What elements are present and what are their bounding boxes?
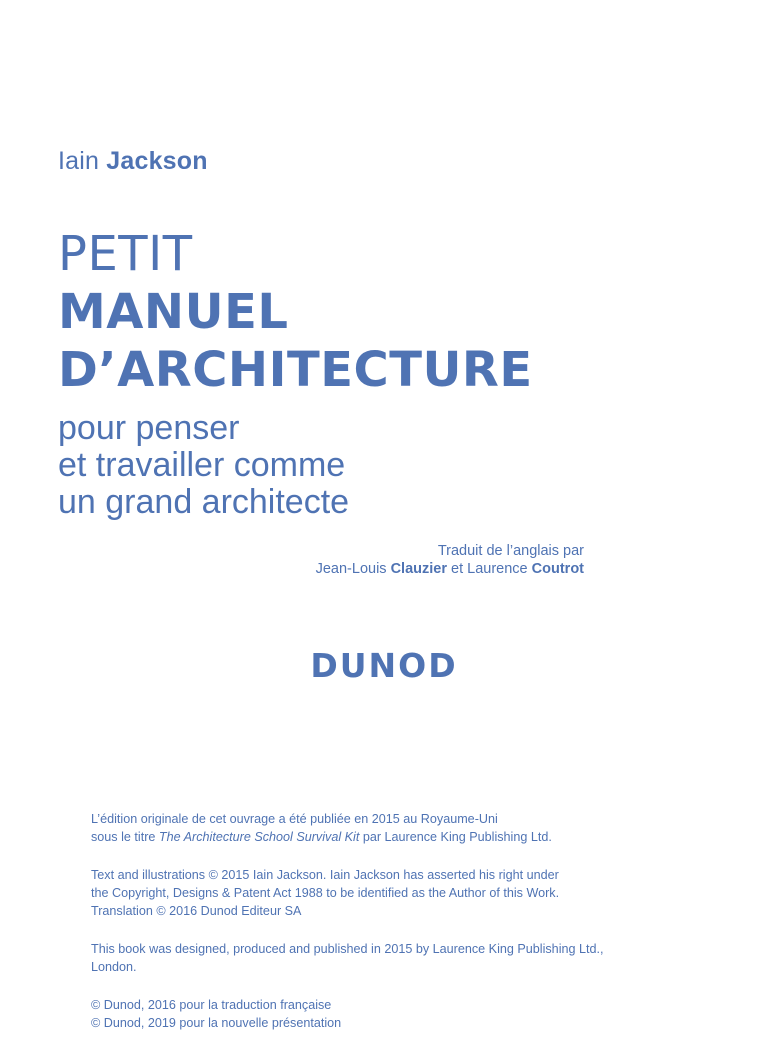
colophon-p1-line2-post: par Laurence King Publishing Ltd. (362, 830, 552, 844)
colophon-original-edition (91, 810, 691, 846)
title-line-2: MANUEL (58, 284, 289, 340)
translation-intro: Traduit de l’anglais par (437, 543, 584, 559)
translator-2-last: Coutrot (531, 561, 584, 577)
colophon (91, 810, 691, 1052)
original-title: The Architecture School Survival Kit (158, 830, 360, 844)
translators (316, 560, 584, 578)
translator-1-first: Jean-Louis (315, 561, 387, 577)
title-line-3: D’ARCHITECTURE (58, 342, 533, 398)
publisher-logo-text: DUNOD (310, 646, 458, 684)
subtitle-line-3: un grand architecte (58, 483, 350, 521)
colophon-p3-line1: This book was designed, produced and published in 2015 by Laurence King Publishing Ltd., (91, 942, 604, 956)
translator-conjunction: et (451, 561, 464, 577)
book-title (58, 225, 533, 399)
title-line-1: PETIT (58, 226, 193, 282)
publisher-logo (308, 646, 460, 684)
colophon-p2-line3: Translation © 2016 Dunod Editeur SA (91, 904, 302, 918)
author-name (58, 144, 208, 178)
colophon-p2-line1: Text and illustrations © 2015 Iain Jackson. Iain Jackson has asserted his right under (91, 868, 559, 882)
translator-2-first: Laurence (467, 561, 528, 577)
translator-1-last: Clauzier (390, 561, 447, 577)
dunod-logo-mark (308, 646, 460, 684)
translation-credit (316, 542, 584, 578)
colophon-p3-line2: London. (91, 960, 137, 974)
colophon-p1-line1: L’édition originale de cet ouvrage a été publiée en 2015 au Royaume-Uni (91, 812, 498, 826)
colophon-p4-line2: © Dunod, 2019 pour la nouvelle présentation (91, 1016, 342, 1030)
colophon-copyright (91, 866, 691, 920)
colophon-p2-line2: the Copyright, Designs & Patent Act 1988 to be identified as the Author of this Work. (91, 886, 560, 900)
colophon-production (91, 940, 691, 976)
subtitle-line-2: et travailler comme (58, 446, 346, 484)
author-last-name: Jackson (106, 147, 208, 175)
colophon-dunod-rights (91, 996, 691, 1032)
colophon-p1-line2-pre: sous le titre (91, 830, 156, 844)
colophon-p4-line1: © Dunod, 2016 pour la traduction française (91, 998, 332, 1012)
subtitle-line-1: pour penser (58, 409, 240, 447)
author-first-name: Iain (58, 147, 100, 175)
book-subtitle (58, 410, 349, 521)
